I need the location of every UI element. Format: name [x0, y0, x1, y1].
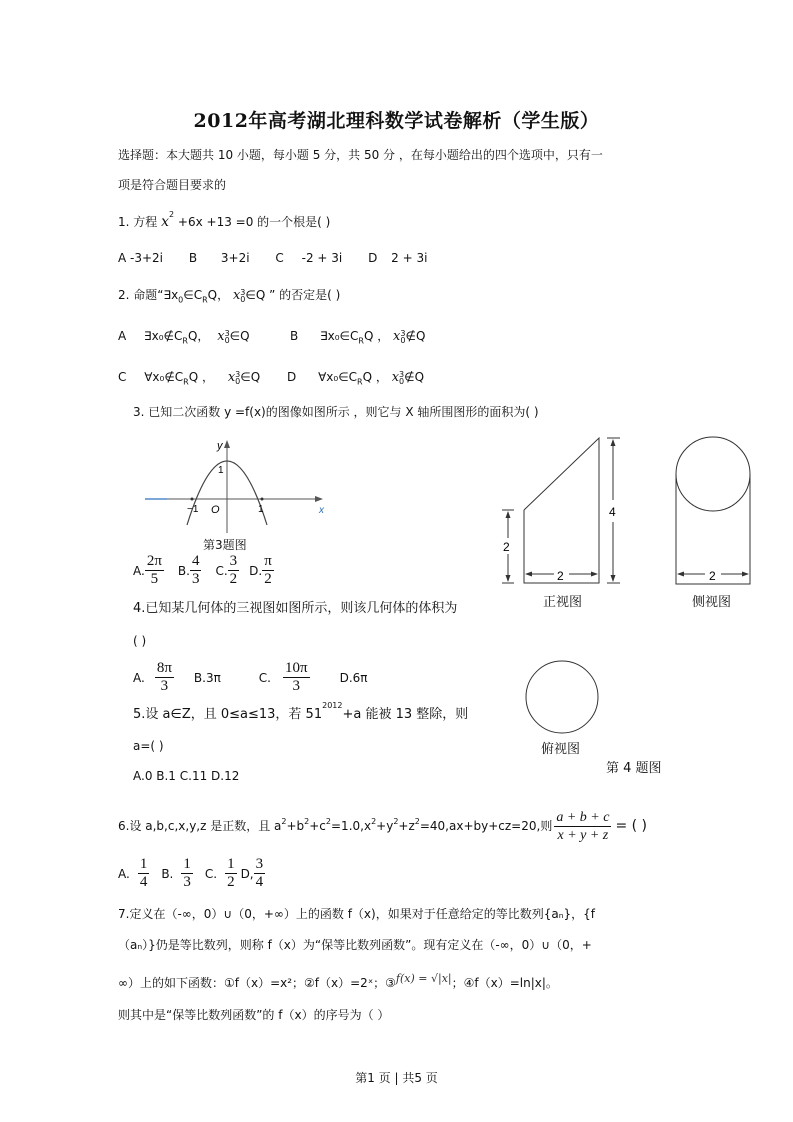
q6-stem-e: +y	[376, 819, 394, 833]
q1-option-a: A -3+2i	[118, 251, 164, 265]
q2-stem-d: ∈Q ” 的否定是( )	[245, 288, 341, 302]
page-footer: 第1 页 | 共5 页	[355, 1071, 438, 1085]
denominator: 2	[229, 571, 238, 587]
denominator: 4	[139, 874, 148, 890]
q2-option-b-wrap	[290, 329, 425, 344]
q6-option-b-value	[181, 856, 193, 891]
q5-exp: 2012	[322, 700, 343, 710]
q4-blank: ( )	[133, 634, 147, 648]
intro-line-2: 项是符合题目要求的	[118, 178, 227, 192]
x: x	[217, 329, 225, 344]
q2-stem-c: Q，	[207, 288, 233, 302]
question-2	[118, 288, 340, 303]
q1-var: x	[161, 214, 169, 230]
q2-option-b-label: B	[290, 329, 299, 343]
q2-option-a-label: A	[118, 329, 127, 343]
q5-stem-b: +a 能被 13 整除，则	[342, 707, 469, 722]
question-6: 6.设 a,b,c,x,y,z 是正数，且 a $^2$ +b $^2$ +c $^2$ =1.0,x $^2$ +y $^2$ +z $^2$ =40,ax+by+cz=20,则 $\frac{a + b + c}{x + y + z}$ = ( )	[118, 809, 647, 843]
page-title: 2012年高考湖北理科数学试卷解析（学生版）	[193, 110, 600, 132]
q7-line3-b: ；④f（x）=ln|x|。	[451, 976, 558, 990]
q2-option-c: ∀x₀∉C	[144, 370, 184, 384]
q2-sub0: 0	[178, 295, 184, 305]
q6-stem-c: +c	[309, 819, 326, 833]
q2-option-a-tail: Q，	[187, 329, 210, 343]
q6-stem-f: +z	[398, 819, 415, 833]
q3-option-b-value	[190, 553, 202, 588]
q4-options	[133, 660, 368, 695]
y-axis-label: y	[217, 440, 223, 452]
q2-option-d-label: D	[287, 370, 297, 384]
side-view-rect	[676, 474, 750, 584]
q3-option-d-value	[262, 553, 274, 588]
denominator: 3	[191, 571, 200, 587]
numerator: π	[264, 553, 272, 569]
numerator: 2π	[146, 553, 162, 569]
numerator: 1	[227, 856, 235, 872]
q1-option-d-label: D	[368, 251, 378, 265]
q2-option-c-tail: Q ，	[188, 370, 214, 384]
q1-option-c-label: C	[275, 251, 284, 265]
front-view	[502, 438, 620, 583]
tick-y1: 1	[218, 465, 224, 476]
arrow-left-icon	[525, 572, 532, 577]
q4-option-c-label: C.	[258, 670, 271, 685]
sub: R	[183, 377, 189, 387]
question-7-line-2: （aₙ）}仍是等比数列，则称 f（x）为“保等比数列函数”。现有定义在（-∞，0）∪（0，+	[118, 938, 592, 952]
numerator: 3	[255, 856, 264, 872]
arrow-up-icon	[611, 439, 616, 446]
denominator: 3	[292, 678, 301, 694]
numerator: 1	[183, 856, 191, 872]
q7-line3-a: ∞）上的如下函数：①f（x）=x²；②f（x）=2ˣ；③	[118, 976, 396, 990]
q6-fraction	[554, 809, 611, 844]
x-axis-label: x	[319, 505, 324, 516]
q3-option-a-label: A.	[133, 563, 145, 578]
question-7-line-4: 则其中是“保等比数列函数”的 f（x）的序号为（ ）	[118, 1008, 390, 1022]
tick-pos1: 1	[258, 504, 264, 515]
q2-option-a: ∃x₀∉C	[144, 329, 183, 343]
q3-option-b-label: B.	[177, 563, 190, 578]
q2-option-d-wrap	[287, 370, 424, 385]
x: x	[227, 370, 236, 385]
q6-option-c-label: C.	[204, 866, 218, 881]
q5-stem-a: 5.设 a∈Z，且 0≤a≤13，若 51	[133, 707, 323, 722]
q6-tail: = ( )	[615, 818, 647, 834]
q6-stem-a: 6.设 a,b,c,x,y,z 是正数，且 a	[118, 819, 282, 833]
q4-option-a-label: A.	[133, 670, 145, 685]
q1-options	[118, 251, 427, 265]
sub: R	[357, 377, 363, 387]
q4-option-d: D.6π	[339, 670, 368, 685]
y-axis-arrow-icon	[224, 440, 230, 448]
q1-option-b-label: B	[188, 251, 198, 265]
denominator: 5	[150, 571, 159, 587]
dim-right-label: 4	[609, 505, 616, 519]
intro-line-1: 选择题：本大题共 10 小题，每小题 5 分，共 50 分 ，在每小题给出的四个选项中，只有一	[118, 148, 603, 162]
q6-option-a-value	[138, 856, 150, 891]
sub: 0	[400, 335, 406, 345]
denominator: 2	[264, 571, 272, 587]
sub: 0	[240, 294, 246, 304]
q6-stem-d: =1.0,x	[331, 819, 372, 833]
sub: 0	[235, 376, 241, 386]
q5-options: A.0 B.1 C.11 D.12	[133, 769, 240, 783]
q4-option-a-value	[155, 660, 174, 695]
denominator: x + y + z	[557, 827, 609, 843]
sup: 3	[235, 369, 241, 379]
q2-option-c-label: C	[118, 370, 127, 384]
x: x	[391, 370, 400, 385]
numerator: 10π	[285, 660, 308, 676]
question-5	[133, 700, 469, 722]
front-view-shape	[524, 438, 599, 583]
q5-line-2: a=( )	[133, 739, 164, 753]
q2-x: x	[232, 288, 241, 303]
q2-stem-a: 2. 命题“∃x	[118, 288, 179, 302]
arrow-left-icon	[677, 572, 684, 577]
q6-stem-b: +b	[286, 819, 305, 833]
q2-option-c-expr: ∈Q	[240, 370, 261, 384]
denominator: 3	[160, 678, 169, 694]
tick-neg1: −1	[187, 504, 199, 515]
q3-option-a-value	[145, 553, 164, 588]
q3-parabola-figure	[145, 437, 330, 537]
origin-label: O	[211, 504, 220, 516]
side-view-circle	[676, 437, 750, 511]
q4-option-b: B.3π	[193, 670, 221, 685]
numerator: 3	[229, 553, 238, 569]
top-view	[520, 655, 604, 739]
q1-option-d: 2 + 3i	[391, 251, 428, 265]
denominator: 3	[183, 874, 191, 890]
q2-options-row-2	[118, 370, 260, 385]
q6-stem-g: =40,ax+by+cz=20,则	[419, 819, 553, 833]
dim-bottom-side-label: 2	[709, 569, 716, 583]
q6-option-c-value	[225, 856, 237, 891]
q2-option-b-tail: Q ，	[363, 329, 390, 343]
q2-option-b-expr: ∉Q	[405, 329, 426, 343]
q2-options-row-1	[118, 329, 250, 344]
denominator: 2	[227, 874, 235, 890]
question-7-line-1: 7.定义在（-∞，0）∪（0，+∞）上的函数 f（x)，如果对于任意给定的等比数列{aₙ}，{f	[118, 907, 595, 921]
q4-option-c-value	[283, 660, 310, 695]
question-3: 3. 已知二次函数 y =f(x)的图像如图所示 ，则它与 X 轴所围图形的面积为( )	[133, 405, 539, 419]
dim-bottom-front-label: 2	[557, 569, 564, 583]
q3-options	[133, 553, 274, 588]
x-axis-arrow-icon	[315, 496, 323, 502]
q1-option-c: -2 + 3i	[301, 251, 343, 265]
q6-option-b-label: B.	[161, 866, 174, 881]
numerator: a + b + c	[556, 809, 610, 825]
top-view-circle	[526, 661, 598, 733]
arrow-down-icon	[506, 575, 511, 582]
arrow-down-icon	[611, 575, 616, 582]
q1-exp: 2	[169, 210, 175, 219]
q3-option-c-value	[228, 553, 240, 588]
q3-option-d-label: D.	[249, 563, 263, 578]
q2-option-d: ∀x₀∈C	[318, 370, 358, 384]
q2-option-d-tail: Q ，	[362, 370, 388, 384]
x: x	[393, 329, 401, 344]
q3-option-c-label: C.	[215, 563, 228, 578]
side-view-caption: 侧视图	[692, 595, 732, 610]
sup: 3	[240, 287, 246, 297]
arrow-right-icon	[591, 572, 598, 577]
question-7-line-3	[118, 972, 558, 991]
q6-option-d-label: D,	[240, 866, 254, 881]
denominator: 4	[255, 874, 264, 890]
top-view-caption: 俯视图	[541, 742, 581, 757]
sub: 0	[224, 335, 230, 345]
front-view-caption: 正视图	[543, 595, 583, 610]
q4-figure-caption: 第 4 题图	[606, 761, 662, 776]
q2-option-d-expr: ∉Q	[404, 370, 425, 384]
q2-subR: R	[202, 295, 208, 305]
q3-figure-caption: 第3题图	[203, 538, 247, 552]
root-pos	[261, 498, 264, 501]
q7-formula-3: f(x) = √|x|	[395, 972, 452, 985]
sup: 3	[399, 369, 405, 379]
numerator: 4	[191, 553, 200, 569]
q2-option-a-expr: ∈Q	[229, 329, 250, 343]
arrow-right-icon	[742, 572, 749, 577]
q2-stem-b: ∈C	[183, 288, 203, 302]
q4-three-view-figure	[490, 430, 790, 610]
sup: 3	[400, 328, 406, 338]
q1-rest: +6x +13 =0 的一个根是( )	[174, 215, 331, 229]
q6-option-a-label: A.	[118, 866, 130, 881]
dim-left-label: 2	[503, 540, 510, 554]
numerator: 8π	[156, 660, 172, 676]
sub: 0	[399, 376, 405, 386]
q6-option-d-value	[254, 856, 266, 891]
q2-option-b: ∃x₀∈C	[320, 329, 359, 343]
root-neg	[191, 498, 194, 501]
numerator: 1	[139, 856, 148, 872]
q1-prefix: 1. 方程	[118, 215, 162, 229]
sub: R	[182, 336, 188, 346]
q6-options	[118, 856, 265, 891]
question-1	[118, 210, 331, 230]
side-view	[676, 437, 750, 584]
sub: R	[358, 336, 364, 346]
q1-option-b: 3+2i	[220, 251, 250, 265]
sup: 3	[224, 328, 230, 338]
question-4: 4.已知某几何体的三视图如图所示，则该几何体的体积为	[133, 601, 458, 616]
arrow-up-icon	[506, 511, 511, 518]
